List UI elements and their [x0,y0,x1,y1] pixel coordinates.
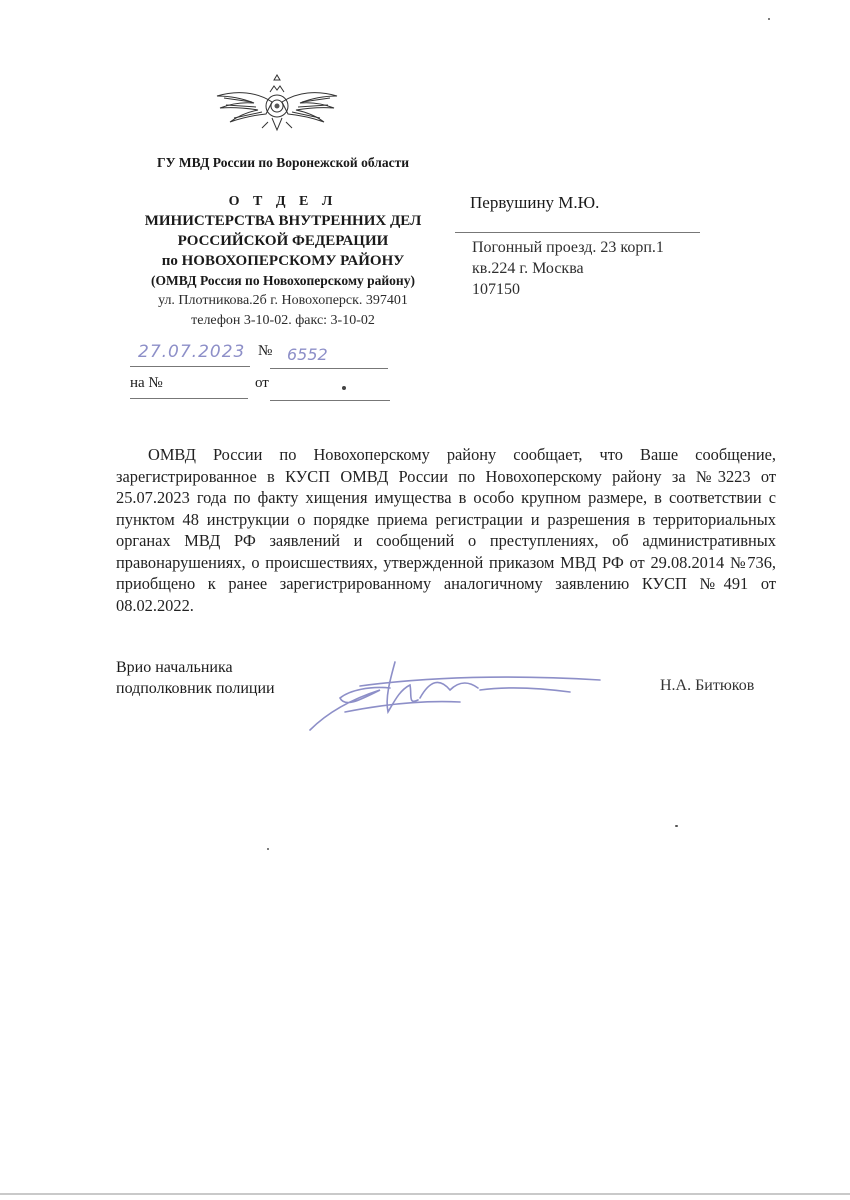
ministry-region-title: ГУ МВД России по Воронежской области [157,155,409,170]
reference-date-underline [270,400,390,401]
letter-body [116,444,776,616]
dept-line-3: РОССИЙСКОЙ ФЕДЕРАЦИИ [177,233,389,249]
handwritten-date: 27.07.2023 [138,342,246,362]
signatory-position [116,657,275,699]
dept-line-1: О Т Д Е Л [228,194,338,209]
dept-line-5: (ОМВД Россия по Новохоперскому району) [151,273,415,288]
mvd-emblem-icon [212,72,342,134]
position-line-2: подполковник полиции [116,680,275,697]
signatory-name: Н.А. Битюков [660,677,755,694]
scan-bottom-edge [0,1193,850,1195]
dept-address: ул. Плотникова.2б г. Новохоперск. 397401 [158,293,408,308]
handwritten-number: 6552 [287,345,328,364]
dept-line-4: по НОВОХОПЕРСКОМУ РАЙОНУ [161,253,405,269]
ink-dot [342,386,346,390]
reference-date-label: от [255,375,269,391]
body-paragraph: ОМВД России по Новохоперскому району сообщает, что Ваше сообщение, зарегистрированное в КУСП ОМВД России по Новохоперскому району за №3223 от 25.07.2023 года по факту хищения имущества в особо крупном размере, в соответствии с пунктом 48 инструкции о порядке приема регистрации и разрешения в территориальных органах МВД РФ заявлений и сообщений о преступлениях, об административных правонарушениях, о происшествиях, утвержденной приказом МВД РФ от 29.08.2014 №736, приобщено к ранее зарегистрированному аналогичному заявлению КУСП №491 от 08.02.2022. [116,445,776,615]
address-line-1: Погонный проезд. 23 корп.1 [472,239,664,256]
recipient-underline [455,232,700,233]
scan-speck [267,848,269,850]
position-line-1: Врио начальника [116,659,233,676]
address-line-2: кв.224 г. Москва [472,260,584,277]
scan-speck [768,18,770,20]
reference-number-label: на № [130,375,163,391]
number-sign: № [258,343,273,359]
dept-line-2: МИНИСТЕРСТВА ВНУТРЕННИХ ДЕЛ [144,213,422,229]
number-underline [270,368,388,369]
reference-number-underline [130,398,248,399]
recipient-address [472,237,664,300]
department-header [128,192,438,331]
scan-speck [675,825,678,827]
handwritten-signature-icon [300,650,610,735]
dept-phone: телефон 3-10-02. факс: 3-10-02 [191,313,375,328]
date-underline [130,366,250,367]
address-line-3: 107150 [472,281,520,298]
recipient-name: Первушину М.Ю. [470,193,600,212]
